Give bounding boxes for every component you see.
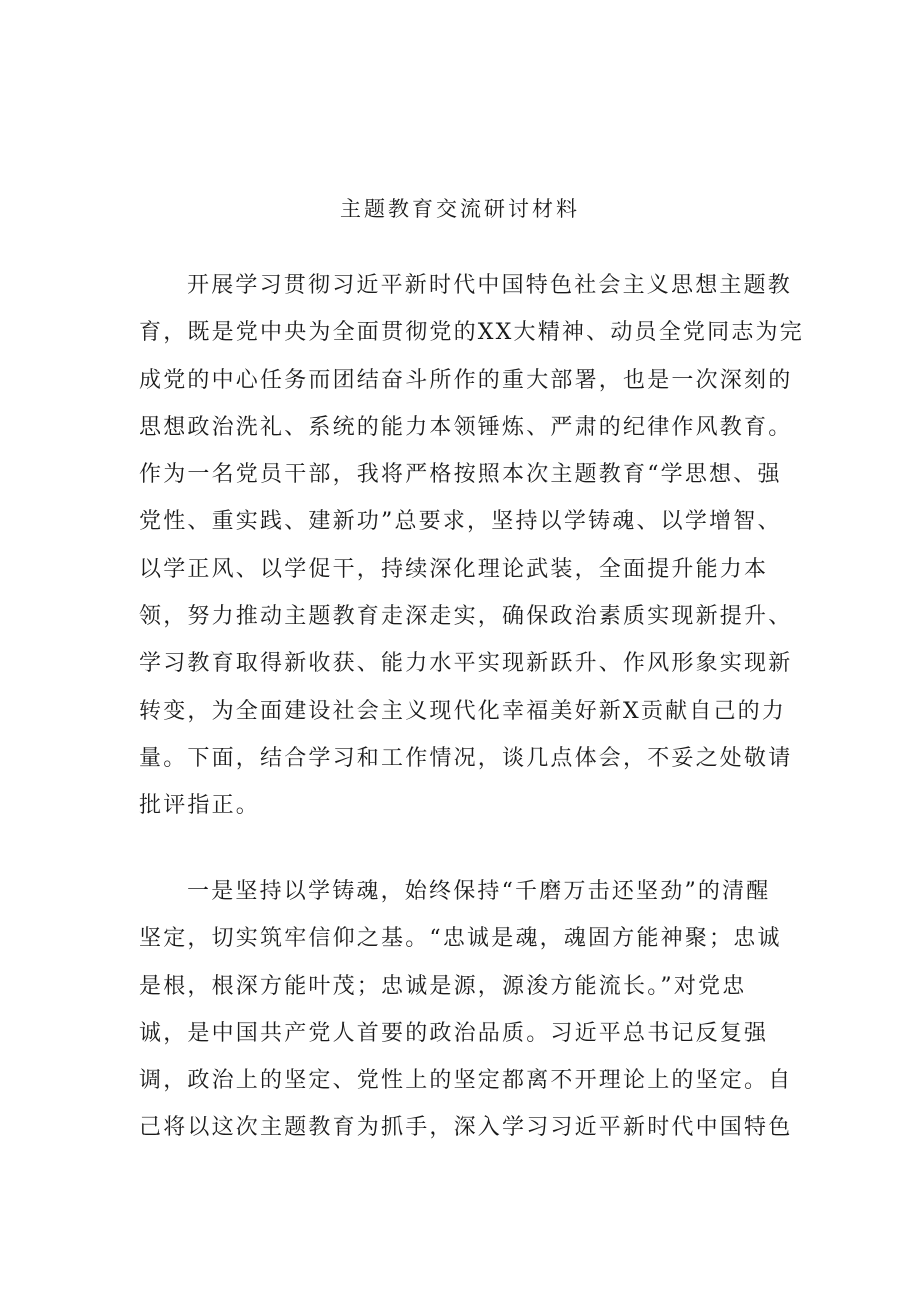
paragraph-line: 开展学习贯彻习近平新时代中国特色社会主义思想主题教 bbox=[187, 273, 793, 298]
paragraph-line: 党性、重实践、建新功”总要求，坚持以学铸魂、以学增智、 bbox=[139, 509, 782, 535]
paragraph-line: 育，既是党中央为全面贯彻党的XX大精神、动员全党同志为完 bbox=[139, 320, 804, 346]
document-title: 主题教育交流研讨材料 bbox=[340, 197, 580, 221]
paragraph-line: 是根，根深方能叶茂；忠诚是源，源浚方能流长。”对党忠 bbox=[139, 973, 747, 999]
paragraph-line: 己将以这次主题教育为抓手，深入学习习近平新时代中国特色 bbox=[139, 1115, 793, 1141]
paragraph-line: 量。下面，结合学习和工作情况，谈几点体会，不妥之处敬请 bbox=[139, 745, 793, 771]
paragraph-2 bbox=[139, 868, 799, 1152]
paragraph-line: 学习教育取得新收获、能力水平实现新跃升、作风形象实现新 bbox=[139, 651, 793, 677]
paragraph-line: 调，政治上的坚定、党性上的坚定都离不开理论上的坚定。自 bbox=[139, 1068, 793, 1094]
paragraph-line: 作为一名党员干部，我将严格按照本次主题教育“学思想、强 bbox=[139, 462, 782, 488]
paragraph-line: 批评指正。 bbox=[139, 793, 261, 819]
paragraph-line: 思想政治洗礼、系统的能力本领锤炼、严肃的纪律作风教育。 bbox=[139, 414, 793, 440]
paragraph-line: 成党的中心任务而团结奋斗所作的重大部署，也是一次深刻的 bbox=[139, 367, 793, 393]
paragraph-line: 领，努力推动主题教育走深走实，确保政治素质实现新提升、 bbox=[139, 604, 793, 630]
paragraph-1 bbox=[139, 262, 804, 830]
paragraph-line: 以学正风、以学促干，持续深化理论武装，全面提升能力本 bbox=[139, 556, 769, 582]
paragraph-line: 诚，是中国共产党人首要的政治品质。习近平总书记反复强 bbox=[139, 1020, 769, 1046]
paragraph-line: 一是坚持以学铸魂，始终保持“千磨万击还坚劲”的清醒 bbox=[187, 879, 771, 904]
paragraph-line: 坚定，切实筑牢信仰之基。“忠诚是魂，魂固方能神聚；忠诚 bbox=[139, 926, 782, 952]
paragraph-line: 转变，为全面建设社会主义现代化幸福美好新X贡献自己的力 bbox=[139, 698, 787, 724]
